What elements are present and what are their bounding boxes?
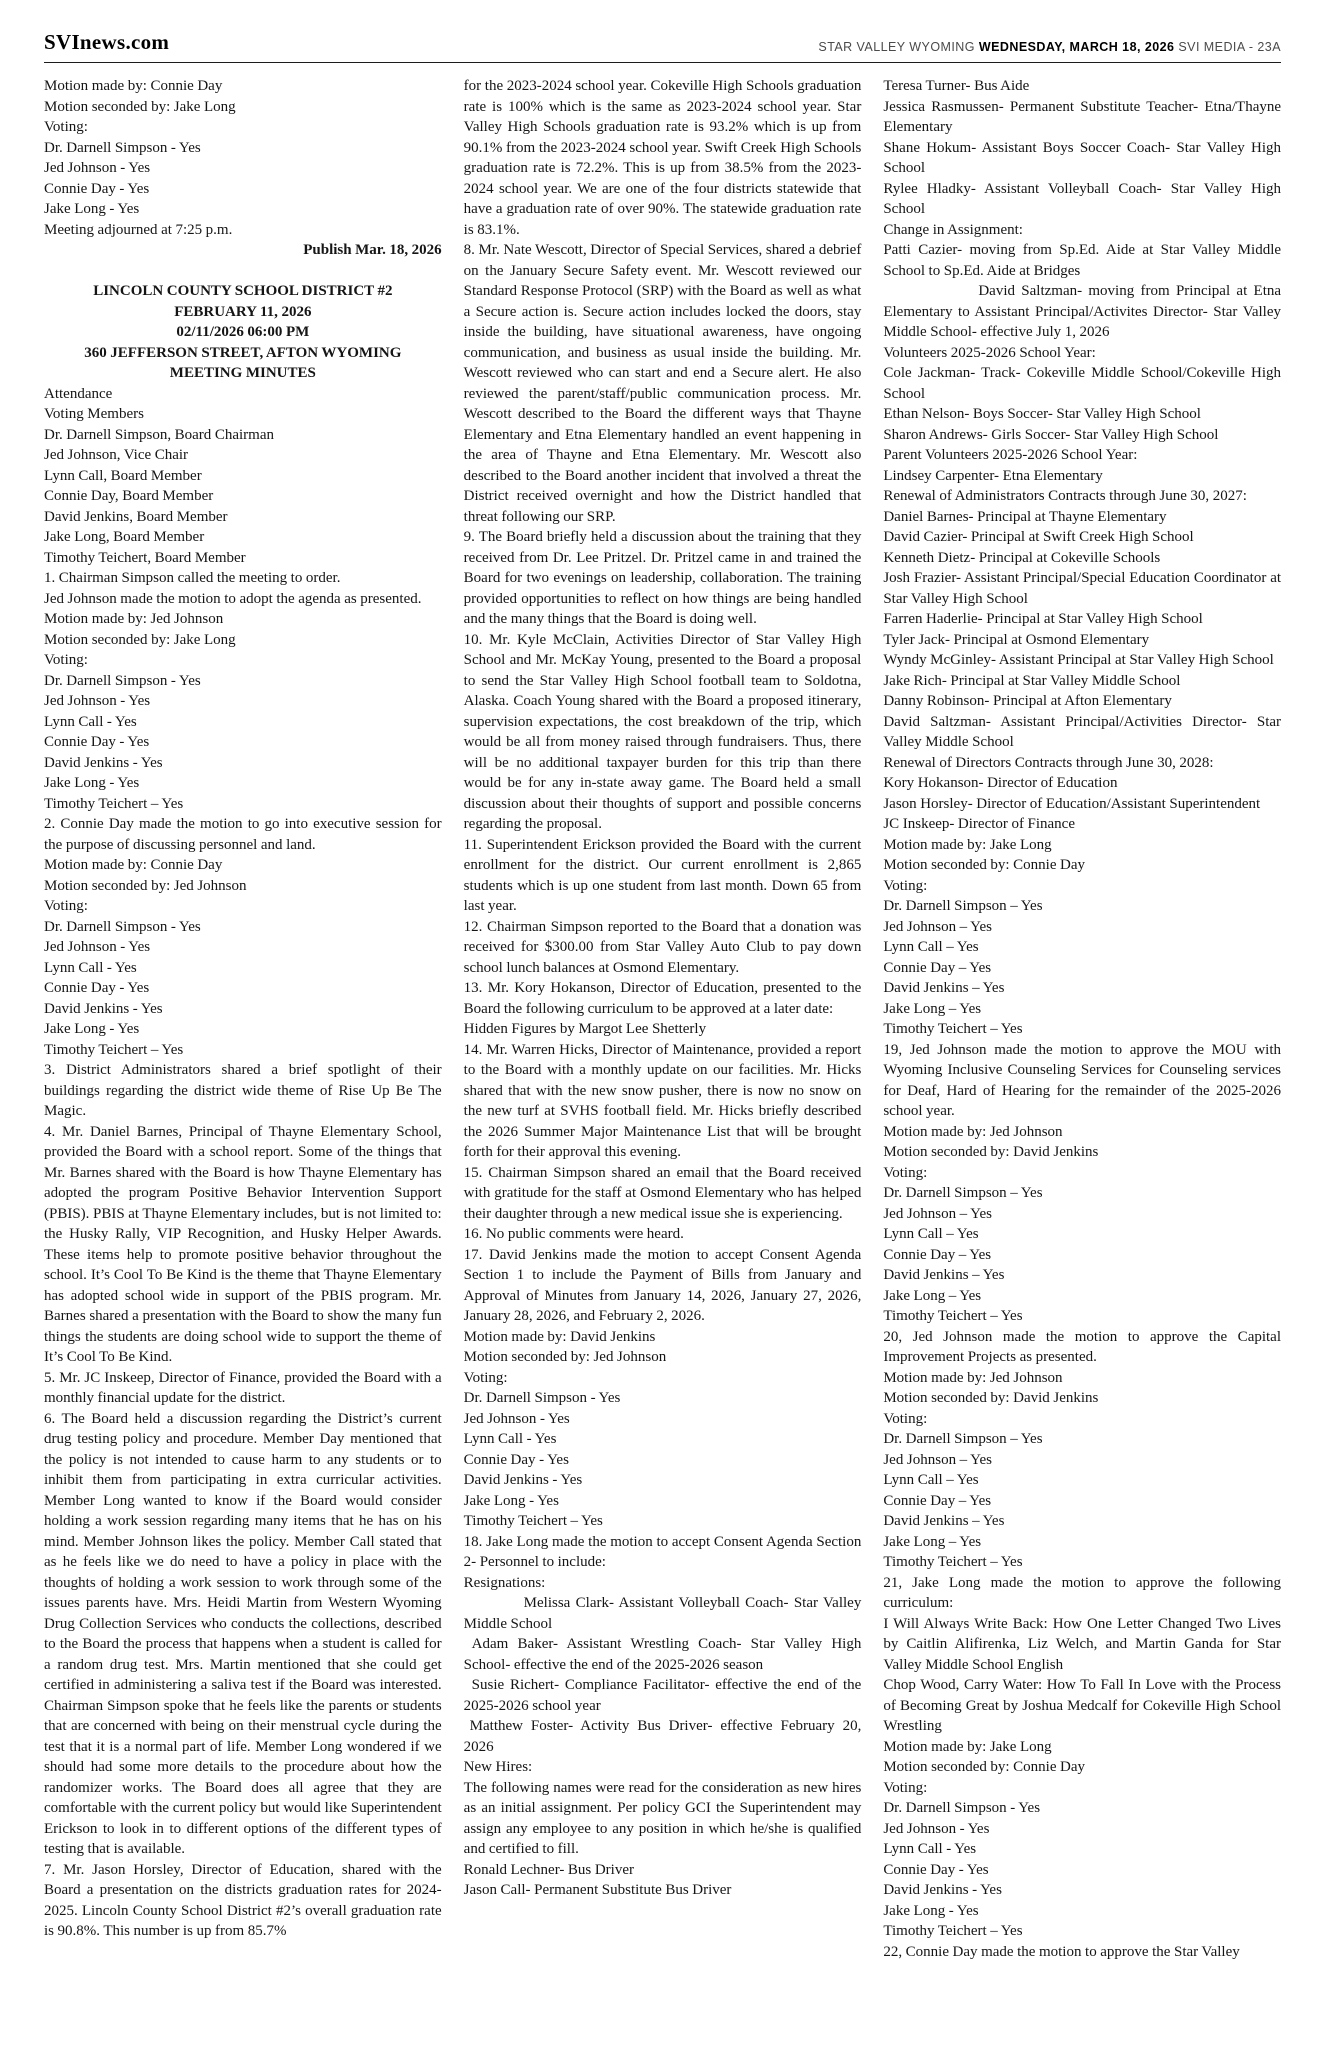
- paragraph: Jed Johnson, Vice Chair: [44, 447, 189, 463]
- paragraph: Motion made by: Jed Johnson: [44, 611, 224, 627]
- paragraph: Jake Long - Yes: [463, 1492, 559, 1509]
- paragraph: Voting:: [44, 898, 88, 914]
- paragraph: Connie Day - Yes: [463, 1451, 569, 1468]
- paragraph: David Jenkins – Yes: [883, 1513, 1005, 1529]
- paragraph: Dr. Darnell Simpson - Yes: [44, 918, 201, 935]
- paragraph: Attendance: [44, 385, 113, 402]
- minutes-heading: MEETING MINUTES: [169, 365, 316, 381]
- paragraph: Josh Frazier- Assistant Principal/Special Education Coordinator at Star Valley High School: [883, 570, 1282, 607]
- paragraph: 10. Mr. Kyle McClain, Activities Director of Star Valley High School and Mr. McKay Young, presented to the Board a proposal to send the Star Valley High School football team to Soldotna, Alaska. Coach Young shared with the Board a proposed itinerary, supervision expectations, the cost breakdown of the trip, which would be all from money raised through fundraisers. Thus, there will be no additional taxpayer burden for this trip than there would be for any in-state away game. The Board held a small discussion about their thoughts of support and possible concerns regarding the proposal.: [463, 631, 862, 832]
- paragraph: Connie Day – Yes: [883, 959, 992, 976]
- paragraph: Dr. Darnell Simpson - Yes: [44, 139, 201, 156]
- paragraph: Adam Baker- Assistant Wrestling Coach- Star Valley High School- effective the end of the 2025-2026 season: [463, 1636, 862, 1673]
- paragraph: Connie Day - Yes: [44, 980, 150, 996]
- paragraph: Lynn Call – Yes: [883, 939, 979, 955]
- paragraph: Kory Hokanson- Director of Education: [883, 775, 1118, 791]
- paragraph: 2. Connie Day made the motion to go into executive session for the purpose of discussing personnel and land.: [44, 816, 442, 853]
- paragraph: I Will Always Write Back: How One Letter Changed Two Lives by Caitlin Alifirenka, Liz Welch, and Martin Ganda for Star Valley Middle School English: [883, 1615, 1282, 1673]
- paragraph: Parent Volunteers 2025-2026 School Year:: [883, 447, 1138, 463]
- paragraph: Voting:: [883, 1779, 928, 1796]
- paragraph: Jason Call- Permanent Substitute Bus Driver: [463, 1882, 732, 1898]
- paragraph: 11. Superintendent Erickson provided the Board with the current enrollment for the district. Our current enrollment is 2,865 students which is up one student from last month. Down 65 from last year.: [463, 836, 862, 914]
- paragraph: Jessica Rasmussen- Permanent Substitute Teacher- Etna/Thayne Elementary: [883, 98, 1282, 135]
- paragraph: Lynn Call - Yes: [463, 1431, 557, 1447]
- paragraph: Motion made by: Connie Day: [44, 857, 223, 873]
- minutes-date: FEBRUARY 11, 2026: [174, 303, 312, 320]
- paragraph: Lynn Call, Board Member: [44, 467, 202, 484]
- paragraph: 6. The Board held a discussion regarding the District’s current drug testing policy and procedure. Member Day mentioned that the policy is not intended to cause harm to any students or to inhibit them from participating in extra curricular activities. Member Long wanted to know if the Board would consider holding a work session regarding many items that he has on his mind. Member Johnson likes the policy. Member Call stated that as he feels like we do need to have a policy in place with the thoughts of holding a work session to work through some of the issues parents have. Mrs. Heidi Martin from Western Wyoming Drug Collection Services who conducts the collections, described to the Board the process that happens when a student is called for a random drug test. Mrs. Martin mentioned that she could get certified in administering a saliva test if the Board was interested. Chairman Simpson spoke that he feels like the parents or students that are concerned with being on their menstrual cycle during the test that it is a normal part of life. Member Long wondered if we should had some more details to the procedure about how the randomizer works. The Board does all agree that they are comfortable with the current policy but would like Superintendent Erickson to look in to different options of the different types of testing that is available.: [44, 1410, 442, 1857]
- paragraph: Motion seconded by: David Jenkins: [883, 1144, 1099, 1160]
- paragraph: Connie Day - Yes: [44, 180, 150, 197]
- paragraph: Voting:: [463, 1369, 508, 1386]
- paragraph: JC Inskeep- Director of Finance: [883, 816, 1075, 832]
- paragraph: Jake Long – Yes: [883, 1000, 982, 1017]
- paragraph: Jed Johnson - Yes: [44, 939, 151, 955]
- paragraph: Timothy Teichert – Yes: [44, 1041, 184, 1058]
- paragraph: 5. Mr. JC Inskeep, Director of Finance, provided the Board with a monthly financial update for the district.: [44, 1369, 442, 1406]
- paragraph: 7. Mr. Jason Horsley, Director of Education, shared with the Board a presentation on the districts graduation rates for 2024-2025. Lincoln County School District #2’s overall graduation rate is 90.8%. This number is up from 85.7%: [44, 1861, 442, 1939]
- paragraph: Jake Long, Board Member: [44, 529, 205, 545]
- paragraph: Lynn Call - Yes: [44, 959, 137, 976]
- column-1: [44, 76, 442, 1942]
- issue-location: STAR VALLEY WYOMING: [818, 40, 975, 54]
- paragraph: 21, Jake Long made the motion to approve the following curriculum:: [883, 1574, 1282, 1611]
- paragraph: Jed Johnson - Yes: [44, 160, 151, 176]
- paragraph: Voting:: [44, 119, 88, 135]
- paragraph: Motion seconded by: Jed Johnson: [44, 877, 247, 894]
- paragraph: David Jenkins - Yes: [883, 1882, 1002, 1898]
- paragraph: Jed Johnson - Yes: [44, 693, 151, 709]
- paragraph: Connie Day - Yes: [44, 734, 150, 750]
- paragraph: Connie Day – Yes: [883, 1492, 992, 1509]
- paragraph: The following names were read for the consideration as new hires as an initial assignment. Per policy GCI the Superintendent may assign any employee to any position in which he/she is qualified and certified to fill.: [463, 1779, 862, 1857]
- paragraph: Voting:: [883, 877, 928, 894]
- paragraph: 12. Chairman Simpson reported to the Board that a donation was received for $300.00 from Star Valley Auto Club to pay down school lunch balances at Osmond Elementary.: [463, 918, 862, 976]
- paragraph: Meeting adjourned at 7:25 p.m.: [44, 221, 233, 238]
- paragraph: David Jenkins - Yes: [463, 1472, 583, 1488]
- paragraph: Lynn Call - Yes: [883, 1841, 977, 1857]
- issue-date: WEDNESDAY, MARCH 18, 2026: [978, 40, 1175, 54]
- paragraph: Melissa Clark- Assistant Volleyball Coach- Star Valley Middle School: [463, 1595, 862, 1632]
- paragraph: Timothy Teichert – Yes: [883, 1021, 1023, 1037]
- paragraph: Timothy Teichert – Yes: [463, 1513, 603, 1529]
- paragraph: 8. Mr. Nate Wescott, Director of Special Services, shared a debrief on the January Secure Safety event. Mr. Wescott reviewed our Standard Response Protocol (SRP) with the Board as well as what a Secure action is. Secure action includes locked the doors, stay inside the building, have situational awareness, have ongoing communication, and business as usual inside the building. Mr. Wescott reviewed who can start and end a Secure alert. He also reviewed the parent/staff/public communication process. Mr. Wescott described to the Board the different ways that Thayne Elementary and Etna Elementary handled an event happening in the area of Thayne and Etna Elementary. Mr. Wescott also described to the Board another incident that involved a threat the District received overnight and how the District handled that threat following our SRP.: [463, 242, 862, 525]
- paragraph: 17. David Jenkins made the motion to accept Consent Agenda Section 1 to include the Payment of Bills from January and Approval of Minutes from January 14, 2026, January 27, 2026, January 28, 2026, and February 2, 2026.: [463, 1246, 862, 1324]
- paragraph: Motion made by: Jed Johnson: [883, 1123, 1063, 1140]
- paragraph: Jake Long - Yes: [44, 201, 140, 217]
- paragraph: Connie Day - Yes: [883, 1861, 989, 1878]
- paragraph: Jake Long – Yes: [883, 1533, 982, 1550]
- paragraph: Resignations:: [463, 1574, 546, 1591]
- minutes-datetime: 02/11/2026 06:00 PM: [176, 324, 310, 340]
- paragraph: Dr. Darnell Simpson - Yes: [44, 672, 201, 689]
- paragraph: Jason Horsley- Director of Education/Assistant Superintendent: [883, 795, 1261, 812]
- paragraph: 18. Jake Long made the motion to accept Consent Agenda Section 2- Personnel to include:: [463, 1533, 862, 1570]
- paragraph: Jake Rich- Principal at Star Valley Middle School: [883, 672, 1181, 689]
- paragraph: Motion seconded by: Jed Johnson: [463, 1349, 667, 1365]
- paragraph: Susie Richert- Compliance Facilitator- effective the end of the 2025-2026 school year: [463, 1677, 862, 1714]
- paragraph: New Hires:: [463, 1759, 533, 1775]
- masthead: [44, 30, 1281, 63]
- site-name: SVInews.com: [44, 30, 170, 54]
- paragraph: Shane Hokum- Assistant Boys Soccer Coach- Star Valley High School: [883, 139, 1282, 176]
- paragraph: Jed Johnson – Yes: [883, 1451, 992, 1468]
- paragraph: Connie Day – Yes: [883, 1246, 992, 1263]
- paragraph: Voting Members: [44, 406, 144, 422]
- paragraph: Lynn Call – Yes: [883, 1226, 979, 1242]
- paragraph: David Jenkins, Board Member: [44, 508, 228, 525]
- paragraph: 15. Chairman Simpson shared an email that the Board received with gratitude for the staff at Osmond Elementary who has helped their daughter through a new medical issue she is experiencing.: [463, 1164, 862, 1222]
- paragraph: Hidden Figures by Margot Lee Shetterly: [463, 1021, 707, 1037]
- paragraph: Motion seconded by: Connie Day: [883, 857, 1086, 873]
- paragraph: Renewal of Directors Contracts through June 30, 2028:: [883, 754, 1214, 771]
- paragraph: Dr. Darnell Simpson – Yes: [883, 1185, 1043, 1201]
- minutes-address: 360 JEFFERSON STREET, AFTON WYOMING: [84, 344, 402, 361]
- paragraph: Voting:: [883, 1410, 928, 1427]
- paragraph: Motion seconded by: Jake Long: [44, 98, 236, 115]
- paragraph: Jake Long – Yes: [883, 1287, 982, 1304]
- paragraph: Renewal of Administrators Contracts through June 30, 2027:: [883, 488, 1247, 504]
- paragraph: David Jenkins - Yes: [44, 754, 163, 771]
- paragraph: Kenneth Dietz- Principal at Cokeville Schools: [883, 549, 1161, 566]
- paragraph: David Cazier- Principal at Swift Creek High School: [883, 529, 1194, 545]
- paragraph: Patti Cazier- moving from Sp.Ed. Aide at Star Valley Middle School to Sp.Ed. Aide at Bridges: [883, 242, 1282, 279]
- paragraph: Motion made by: David Jenkins: [463, 1328, 656, 1345]
- paragraph: Timothy Teichert, Board Member: [44, 549, 246, 566]
- paragraph: Chop Wood, Carry Water: How To Fall In Love with the Process of Becoming Great by Joshua Medcalf for Cokeville High School Wrestling: [883, 1677, 1282, 1734]
- paragraph: Motion made by: Jed Johnson: [883, 1369, 1063, 1386]
- paragraph: Jed Johnson – Yes: [883, 918, 992, 935]
- issue-edition: SVI MEDIA - 23A: [1178, 40, 1281, 54]
- paragraph: Teresa Turner- Bus Aide: [883, 78, 1030, 94]
- paragraph: 19, Jed Johnson made the motion to approve the MOU with Wyoming Inclusive Counseling Services for Counseling services for Deaf, Hard of Hearing for the remainder of the 2025-2026 school year.: [883, 1041, 1282, 1119]
- paragraph: Sharon Andrews- Girls Soccer- Star Valley High School: [883, 426, 1219, 443]
- paragraph: Jed Johnson – Yes: [883, 1205, 992, 1222]
- paragraph: 20, Jed Johnson made the motion to approve the Capital Improvement Projects as presented.: [883, 1328, 1282, 1365]
- paragraph: Lindsey Carpenter- Etna Elementary: [883, 467, 1103, 484]
- paragraph: Timothy Teichert – Yes: [883, 1554, 1023, 1570]
- paragraph: Timothy Teichert – Yes: [883, 1308, 1023, 1324]
- paragraph: Jed Johnson - Yes: [883, 1820, 990, 1837]
- paragraph: Jake Long - Yes: [44, 775, 140, 791]
- paragraph: David Saltzman- Assistant Principal/Activities Director- Star Valley Middle School: [883, 713, 1282, 750]
- paragraph: Motion seconded by: Jake Long: [44, 631, 236, 648]
- paragraph: Motion made by: Jake Long: [883, 836, 1052, 853]
- paragraph: 4. Mr. Daniel Barnes, Principal of Thayne Elementary School, provided the Board with a school report. Some of the things that Mr. Barnes shared with the Board is how Thayne Elementary has adopted the program Positive Behavior Intervention Support (PBIS). PBIS at Thayne Elementary includes, but is not limited to: the Husky Rally, VIP Recognition, and Husky Helper Awards. These items help to promote positive behavior throughout the school. It’s Cool To Be Kind is the theme that Thayne Elementary has adopted school wide in support of the PBIS program. Mr. Barnes shared a presentation with the Board to show the many fun things the students are doing school wide to support the theme of It’s Cool To Be Kind.: [44, 1123, 442, 1365]
- paragraph: Motion made by: Connie Day: [44, 78, 223, 94]
- paragraph: Volunteers 2025-2026 School Year:: [883, 344, 1096, 361]
- paragraph: Change in Assignment:: [883, 221, 1023, 238]
- paragraph: Jed Johnson - Yes: [463, 1410, 570, 1427]
- paragraph: Jake Long - Yes: [883, 1902, 979, 1919]
- paragraph: David Jenkins – Yes: [883, 1267, 1005, 1283]
- paragraph: 16. No public comments were heard.: [463, 1226, 684, 1242]
- paragraph: Jake Long - Yes: [44, 1021, 140, 1037]
- paragraph: 14. Mr. Warren Hicks, Director of Maintenance, provided a report to the Board with a monthly update on our facilities. Mr. Hicks shared that with the new snow pusher, there is now no snow on the new turf at SVHS football field. Mr. Hicks briefly described the 2026 Summer Major Maintenance List that will be brought forth for their approval this evening.: [463, 1041, 862, 1160]
- paragraph: Tyler Jack- Principal at Osmond Elementary: [883, 631, 1150, 648]
- publish-line: Publish Mar. 18, 2026: [303, 242, 442, 258]
- paragraph: 22, Connie Day made the motion to approve the Star Valley: [883, 1943, 1240, 1960]
- paragraph: Dr. Darnell Simpson - Yes: [463, 1390, 621, 1406]
- paragraph: David Jenkins - Yes: [44, 1000, 163, 1017]
- paragraph: Dr. Darnell Simpson - Yes: [883, 1800, 1041, 1816]
- paragraph: Timothy Teichert – Yes: [883, 1923, 1023, 1939]
- paragraph: David Saltzman- moving from Principal at Etna Elementary to Assistant Principal/Activites Director- Star Valley Middle School- effective July 1, 2026: [883, 283, 1282, 340]
- paragraph: Motion seconded by: David Jenkins: [883, 1390, 1099, 1406]
- paragraph: 9. The Board briefly held a discussion about the training that they received from Dr. Lee Pritzel. Dr. Pritzel came in and trained the Board for two evenings on leadership, collaboration. The training provided opportunities to reflect on how things are being handled and the many things that the Board is doing well.: [463, 529, 862, 627]
- paragraph: Motion made by: Jake Long: [883, 1738, 1052, 1755]
- paragraph: Dr. Darnell Simpson, Board Chairman: [44, 426, 275, 443]
- paragraph: Voting:: [883, 1164, 928, 1181]
- paragraph: 3. District Administrators shared a brief spotlight of their buildings regarding the district wide theme of Rise Up Be The Magic.: [44, 1062, 442, 1119]
- paragraph: Connie Day, Board Member: [44, 488, 214, 504]
- paragraph: Dr. Darnell Simpson – Yes: [883, 898, 1043, 914]
- paragraph: Farren Haderlie- Principal at Star Valley High School: [883, 611, 1203, 627]
- paragraph: Cole Jackman- Track- Cokeville Middle School/Cokeville High School: [883, 365, 1282, 402]
- paragraph: Voting:: [44, 652, 88, 668]
- column-2: [464, 76, 862, 1901]
- article-columns: [44, 76, 1281, 1962]
- paragraph: Daniel Barnes- Principal at Thayne Elementary: [883, 508, 1167, 525]
- paragraph: Jed Johnson made the motion to adopt the agenda as presented.: [44, 590, 422, 607]
- paragraph: Wyndy McGinley- Assistant Principal at Star Valley High School: [883, 652, 1274, 668]
- paragraph: Dr. Darnell Simpson – Yes: [883, 1431, 1043, 1447]
- paragraph: for the 2023-2024 school year. Cokeville High Schools graduation rate is 100% which is the same as 2023-2024 school year. Star Valley High Schools graduation rate is 93.2% which is up from 90.1% from the 2023-2024 school year. Swift Creek High Schools graduation rate is 72.2%. This is up from 38.5% from the 2023-2024 school year. We are one of the four districts statewide that have a graduation rate of over 90%. The statewide graduation rate is 83.1%.: [463, 78, 862, 238]
- paragraph: Lynn Call – Yes: [883, 1472, 979, 1488]
- paragraph: Danny Robinson- Principal at Afton Elementary: [883, 693, 1172, 709]
- column-3: [883, 76, 1281, 1962]
- paragraph: David Jenkins – Yes: [883, 980, 1005, 996]
- paragraph: Rylee Hladky- Assistant Volleyball Coach- Star Valley High School: [883, 180, 1282, 217]
- paragraph: Ronald Lechner- Bus Driver: [463, 1861, 634, 1878]
- paragraph: Lynn Call - Yes: [44, 713, 137, 730]
- paragraph: Motion seconded by: Connie Day: [883, 1759, 1086, 1775]
- paragraph: Ethan Nelson- Boys Soccer- Star Valley High School: [883, 406, 1201, 422]
- paragraph: 1. Chairman Simpson called the meeting to order.: [44, 570, 341, 586]
- issue-line: [818, 40, 1281, 55]
- paragraph: Matthew Foster- Activity Bus Driver- effective February 20, 2026: [463, 1718, 862, 1755]
- paragraph: Timothy Teichert – Yes: [44, 795, 184, 812]
- minutes-title: LINCOLN COUNTY SCHOOL DISTRICT #2: [93, 283, 393, 299]
- paragraph: 13. Mr. Kory Hokanson, Director of Education, presented to the Board the following curriculum to be approved at a later date:: [463, 980, 862, 1017]
